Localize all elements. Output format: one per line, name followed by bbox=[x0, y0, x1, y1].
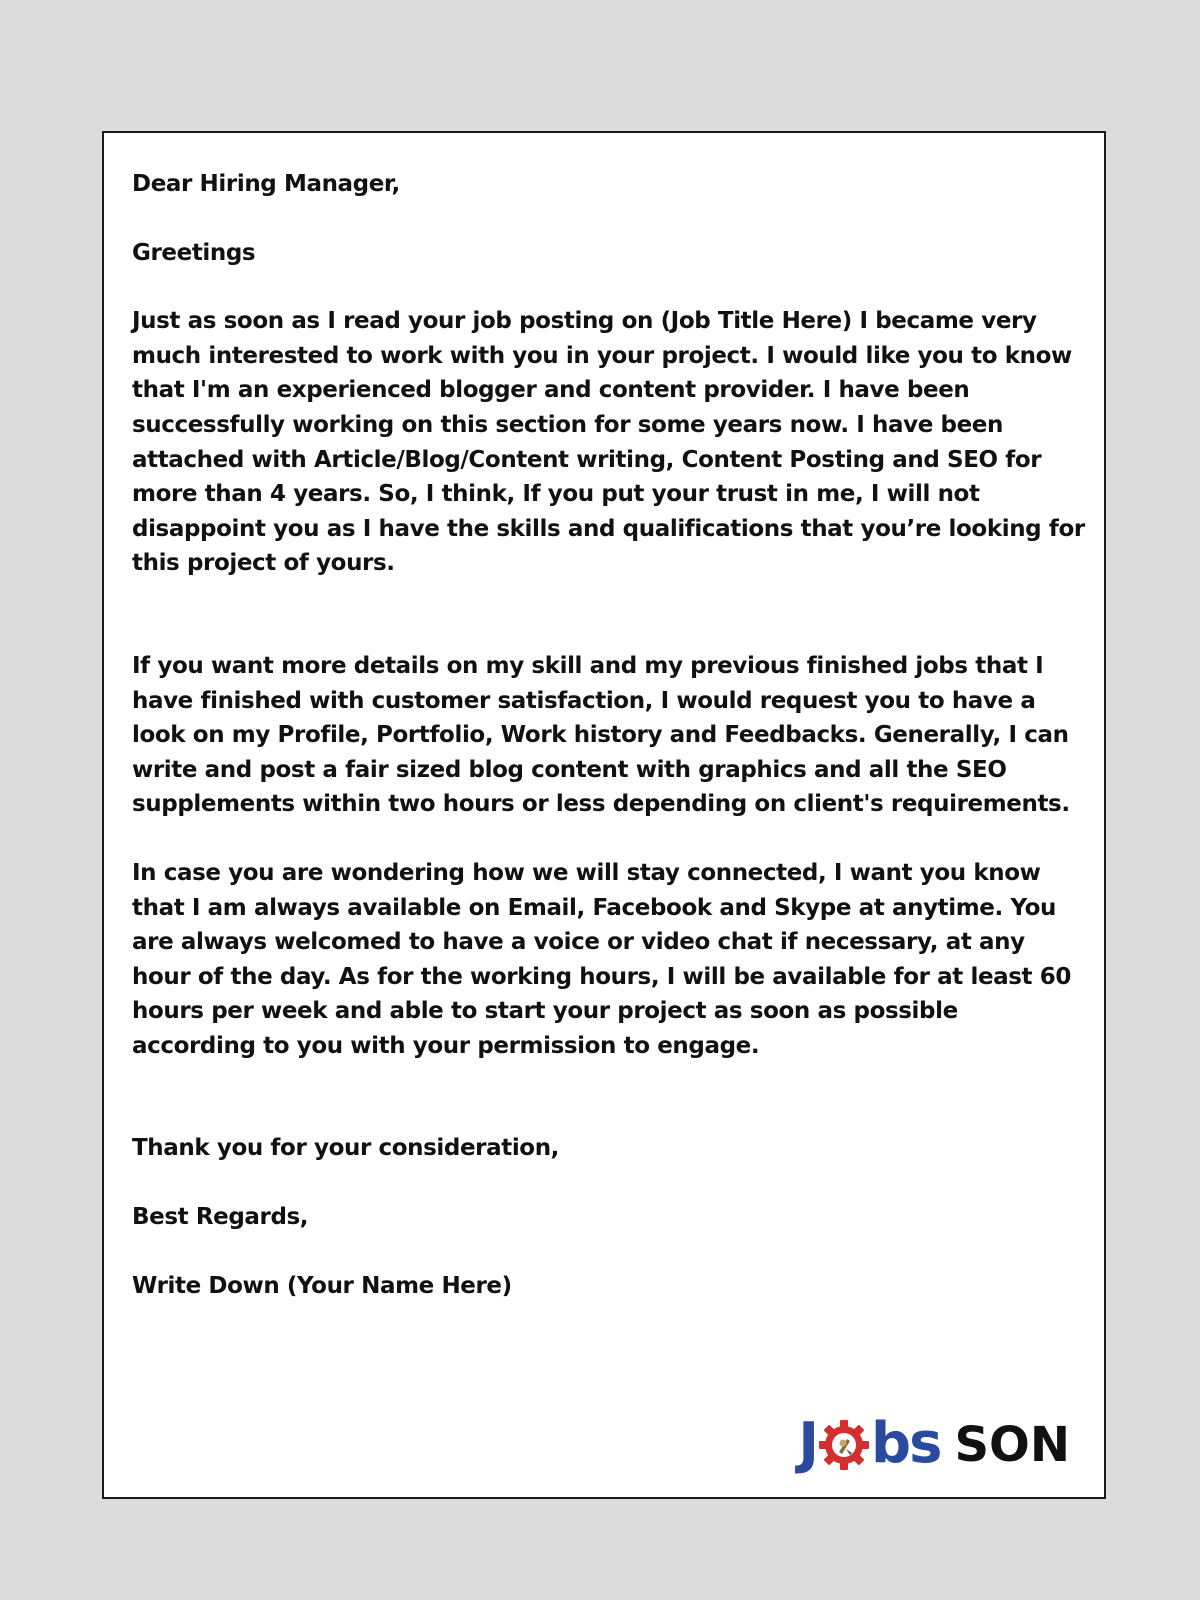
letter-body bbox=[132, 167, 1088, 1303]
paragraph-intro: Just as soon as I read your job posting on (Job Title Here) I became very much interested to work with you in your project. I would like you to know that I'm an experienced blogger and content provider. I have been successfully working on this section for some years now. I have been attached with Article/Blog/Content writing, Content Posting and SEO for more than 4 years. So, I think, If you put your trust in me, I will not disappoint you as I have the skills and qualifications that you’re looking for this project of yours. bbox=[132, 308, 1085, 577]
salutation: Dear Hiring Manager, bbox=[132, 171, 400, 197]
thanks-line: Thank you for your consideration, bbox=[132, 1135, 560, 1162]
logo-letter-j: J bbox=[798, 1411, 818, 1476]
signature-line: Write Down (Your Name Here) bbox=[132, 1272, 512, 1299]
letter-page bbox=[102, 131, 1106, 1499]
jobsson-logo bbox=[798, 1409, 1070, 1476]
greeting: Greetings bbox=[132, 239, 256, 266]
logo-letters-bs: bs bbox=[871, 1411, 941, 1476]
paragraph-availability: In case you are wondering how we will stay connected, I want you know that I am always available on Email, Facebook and Skype at anytime. You are always welcomed to have a voice or video chat if necessary, at any hour of the day. As for the working hours, I will be available for at least 60 hours per week and able to start your project as soon as possible according to you with your permission to engage. bbox=[132, 859, 1071, 1059]
paragraph-details: If you want more details on my skill and my previous finished jobs that I have finished with customer satisfaction, I would request you to have a look on my Profile, Portfolio, Work history and Feedbacks. Generally, I can write and post a fair sized blog content with graphics and all the SEO supplements within two hours or less depending on client's requirements. bbox=[132, 652, 1070, 818]
logo-word-son: SON bbox=[954, 1417, 1070, 1473]
gear-icon bbox=[818, 1419, 870, 1471]
closing-line: Best Regards, bbox=[132, 1204, 309, 1231]
